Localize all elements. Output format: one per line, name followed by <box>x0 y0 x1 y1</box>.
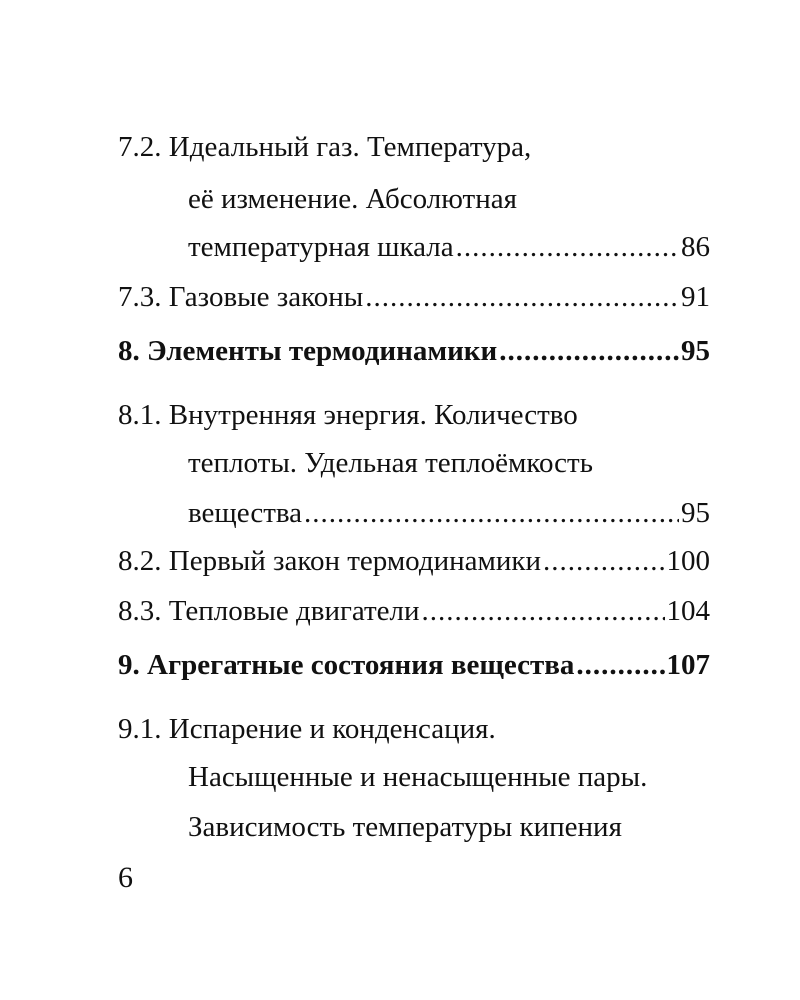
toc-chapter-8-title: 8. Элементы термодинамики <box>118 335 498 367</box>
toc-entry-8-3-page: 104 <box>666 595 710 627</box>
toc-entry-7-3-title: 7.3. Газовые законы <box>118 281 364 313</box>
dot-leader <box>304 494 679 532</box>
dot-leader <box>456 228 679 266</box>
toc-entry-7-2-line3 <box>188 228 710 266</box>
dot-leader <box>365 278 679 316</box>
toc-entry-8-1-title: вещества <box>188 497 303 529</box>
toc-entry-8-3-title: 8.3. Тепловые двигатели <box>118 595 420 627</box>
dot-leader <box>543 542 665 580</box>
toc-entry-7-2-page: 86 <box>681 231 710 263</box>
toc-entry-8-1-page: 95 <box>681 497 710 529</box>
toc-entry-8-2-title: 8.2. Первый закон термодинамики <box>118 545 541 577</box>
dot-leader <box>422 592 665 630</box>
toc-entry-8-1-line1: 8.1. Внутренняя энергия. Количество <box>118 399 578 431</box>
toc-entry-8-1-line2: теплоты. Удельная теплоёмкость <box>188 447 593 479</box>
toc-chapter-9-title: 9. Агрегатные состояния вещества <box>118 649 575 681</box>
toc-entry-9-1-line1: 9.1. Испарение и конденсация. <box>118 713 496 745</box>
toc-chapter-9 <box>118 646 710 684</box>
toc-entry-9-1-line2: Насыщенные и ненасыщенные пары. <box>188 761 648 793</box>
toc-entry-7-2-title: температурная шкала <box>188 231 454 263</box>
toc-chapter-9-page: 107 <box>666 649 710 681</box>
toc-chapter-8-page: 95 <box>681 335 710 367</box>
toc-entry-8-2 <box>118 542 710 580</box>
toc-entry-7-2-line1: 7.2. Идеальный газ. Температура, <box>118 131 532 163</box>
toc-entry-7-3-page: 91 <box>681 281 710 313</box>
toc-entry-7-3 <box>118 278 710 316</box>
dot-leader <box>576 646 664 684</box>
toc-entry-8-1-line3 <box>188 494 710 532</box>
page-number: 6 <box>118 861 133 894</box>
toc-entry-8-2-page: 100 <box>666 545 710 577</box>
toc-entry-9-1-line3: Зависимость температуры кипения <box>188 811 622 843</box>
toc-entry-8-3 <box>118 592 710 630</box>
toc-chapter-8 <box>118 332 710 370</box>
dot-leader <box>499 332 679 370</box>
toc-entry-7-2-line2: её изменение. Абсолютная <box>188 183 517 215</box>
